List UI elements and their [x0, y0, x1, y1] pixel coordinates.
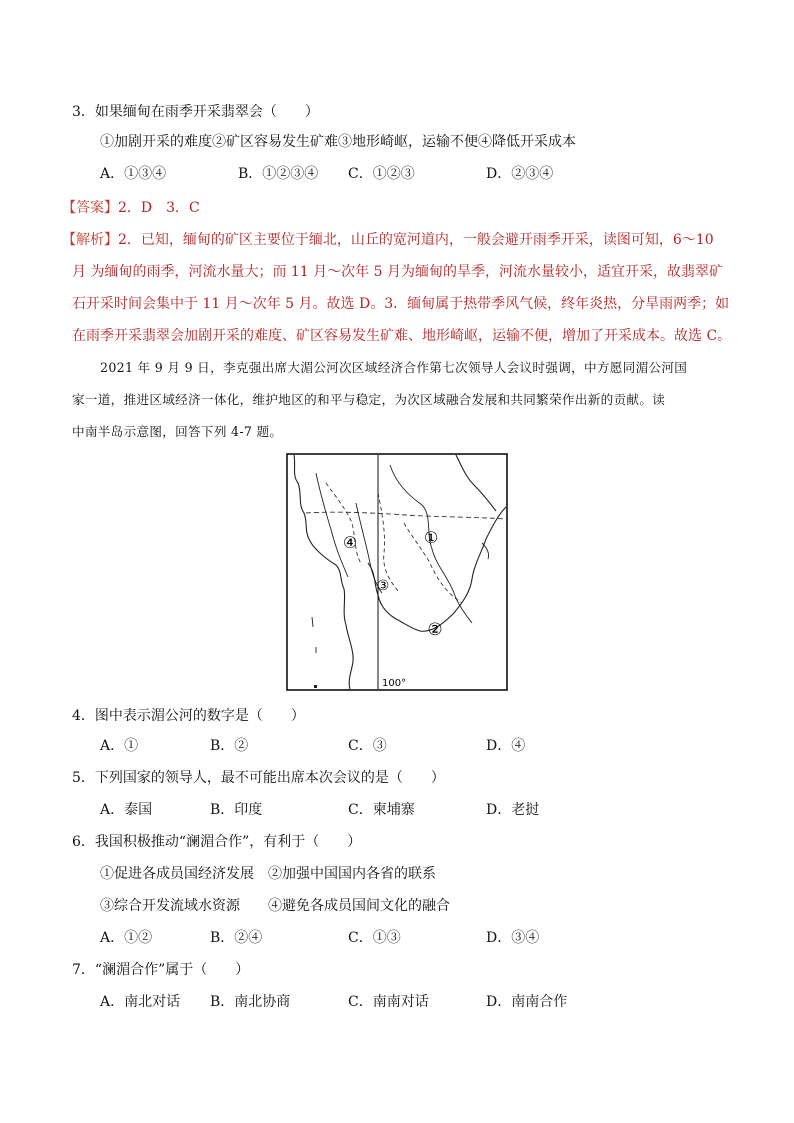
- map-label-4: ④: [342, 533, 358, 552]
- map-label-3: ③: [376, 578, 390, 594]
- explanation-tag: 【解析】: [62, 232, 118, 248]
- q5-option-d: D．老挝: [486, 802, 540, 818]
- q5-stem: 5．下列国家的领导人，最不可能出席本次会议的是（ ）: [72, 770, 445, 786]
- map-label-2: ②: [427, 620, 443, 640]
- q3-stem: 3．如果缅甸在雨季开采翡翠会（ ）: [72, 104, 319, 120]
- q3-option-d: D．②③④: [486, 166, 554, 182]
- answer-text: 2．D 3．C: [118, 200, 200, 216]
- q7-option-c: C．南南对话: [348, 994, 429, 1010]
- passage-line-3: 中南半岛示意图，回答下列 4-7 题。: [72, 424, 283, 439]
- q3-option-c: C．①②③: [348, 166, 415, 182]
- q6-option-c: C．①③: [348, 930, 401, 946]
- q3-options: [100, 164, 660, 184]
- q4-option-d: D．④: [486, 738, 526, 754]
- q5-options: [100, 800, 660, 820]
- q6-stem: 6．我国积极推动“澜湄合作”，有利于（ ）: [72, 834, 362, 850]
- q3-statement: ①加剧开采的难度②矿区容易发生矿难③地形崎岖，运输不便④降低开采成本: [100, 134, 576, 150]
- q4-option-a: A．①: [100, 738, 139, 754]
- q7-stem: 7．“澜湄合作”属于（ ）: [72, 962, 250, 978]
- q4-option-c: C．③: [348, 738, 387, 754]
- q5-option-a: A．泰国: [100, 802, 153, 818]
- q6-statement-1: ①促进各成员国经济发展 ②加强中国国内各省的联系: [100, 866, 436, 882]
- map-island-3: [314, 685, 317, 688]
- q4-option-b: B．②: [210, 738, 249, 754]
- q5-option-c: C．柬埔寨: [348, 802, 415, 818]
- explanation-line-1: [62, 230, 714, 250]
- explanation-line-2: 月 为缅甸的雨季，河流水量大；而 11 月～次年 5 月为缅甸的旱季，河流水量较小，适宜开采，故翡翠矿: [72, 264, 723, 280]
- q6-option-a: A．①②: [100, 930, 153, 946]
- q4-options: [100, 736, 660, 756]
- passage-line-2: 家一道，推进区域经济一体化，维护地区的和平与稳定，为次区域融合发展和共同繁荣作出新的贡献。读: [72, 392, 666, 407]
- q6-statement-2: ③综合开发流域水资源 ④避免各成员国间文化的融合: [100, 898, 450, 914]
- map-label-1: ①: [423, 528, 439, 547]
- explanation-text-1: 2．已知，缅甸的矿区主要位于缅北，山丘的宽河道内，一般会避开雨季开采，读图可知，6～10: [118, 232, 714, 248]
- q6-option-b: B．②④: [210, 930, 263, 946]
- q4-stem: 4．图中表示湄公河的数字是（ ）: [72, 708, 305, 724]
- q7-option-a: A．南北对话: [100, 994, 181, 1010]
- q6-options: [100, 928, 660, 948]
- q7-options: [100, 992, 660, 1012]
- q3-option-b: B．①②③④: [238, 166, 319, 182]
- indochina-map: [286, 453, 508, 691]
- passage-line-1: 2021 年 9 月 9 日，李克强出席大湄公河次区域经济合作第七次领导人会议时强调，中方愿同湄公河国: [100, 360, 688, 375]
- explanation-line-4: 在雨季开采翡翠会加剧开采的难度、矿区容易发生矿难、地形崎岖，运输不便，增加了开采成本。故选 C。: [72, 328, 732, 344]
- q6-option-d: D．③④: [486, 930, 540, 946]
- explanation-line-3: 石开采时间会集中于 11 月～次年 5 月。故选 D。3．缅甸属于热带季风气候，终年炎热，分旱雨两季；如: [72, 296, 730, 312]
- map-longitude-label: 100°: [382, 678, 407, 689]
- answer-tag: 【答案】: [62, 200, 118, 216]
- q3-option-a: A．①③④: [100, 166, 167, 182]
- q7-option-d: D．南南合作: [486, 994, 568, 1010]
- answer-line: [62, 198, 200, 218]
- q5-option-b: B．印度: [210, 802, 263, 818]
- q7-option-b: B．南北协商: [210, 994, 291, 1010]
